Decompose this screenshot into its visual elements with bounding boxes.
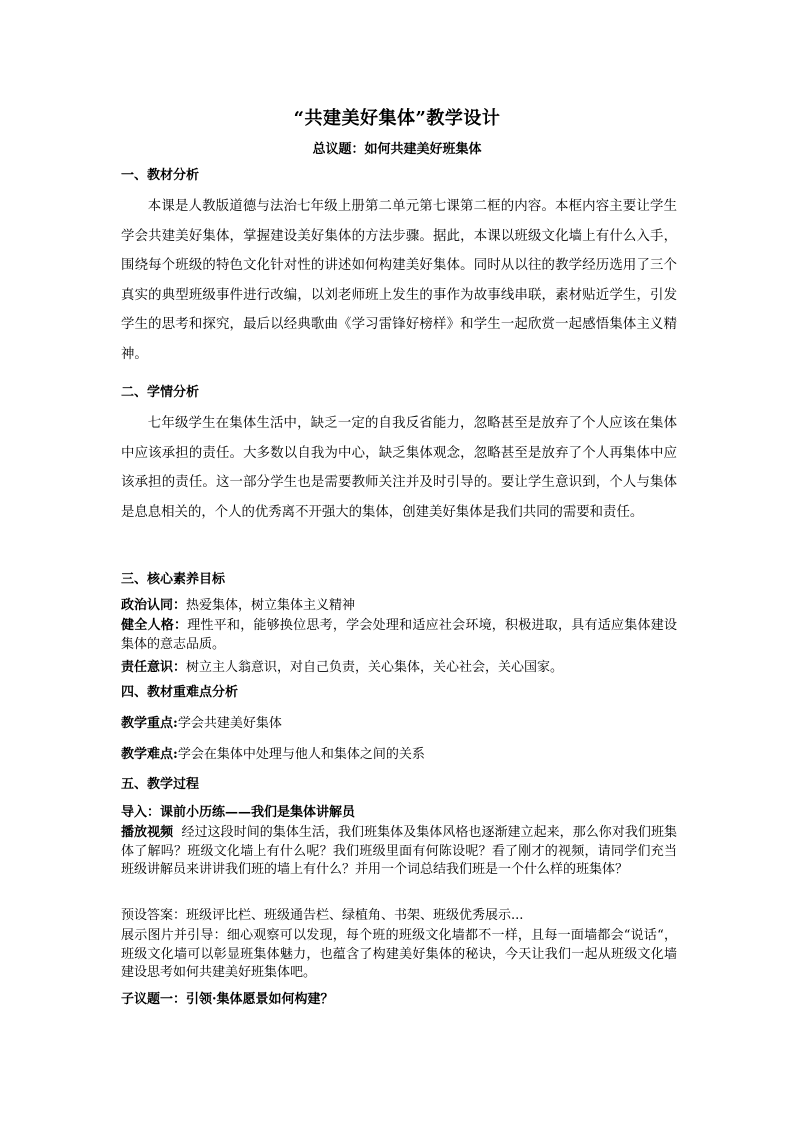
goal-label: 责任意识： bbox=[121, 660, 187, 675]
guide-paragraph: 展示图片并引导：细心观察可以发现，每个班的班级文化墙都不一样，且每一面墙都会“说话“，班级文化墙可以彰显班集体魅力，也蕴含了构建美好集体的秘诀，今天让我们一起从班级文化墙建设思考如何共建美好班集体吧。 bbox=[121, 928, 677, 981]
goal-sound-personality bbox=[121, 617, 677, 654]
document-title: “共建美好集体”教学设计 bbox=[293, 108, 501, 129]
document-subtitle: 总议题：如何共建美好班集体 bbox=[312, 142, 482, 157]
goal-label: 政治认同： bbox=[121, 598, 187, 613]
lesson-intro: 导入：课前小历练——我们是集体讲解员 bbox=[121, 805, 356, 820]
section-heading-teaching-process: 五、教学过程 bbox=[121, 777, 200, 792]
goal-label: 健全人格： bbox=[121, 618, 188, 633]
preset-answer-paragraph: 预设答案：班级评比栏、班级通告栏、绿植角、书架、班级优秀展示... bbox=[121, 908, 524, 923]
goal-political-identity bbox=[121, 597, 677, 616]
student-analysis-paragraph: 七年级学生在集体生活中，缺乏一定的自我反省能力，忽略甚至是放弃了个人应该在集体中应该承担的责任。大多数以自我为中心，缺乏集体观念，忽略甚至是放弃了个人再集体中应该承担的责任。这一部分学生也是需要教师关注并及时引导的。要让学生意识到，个人与集体是息息相关的，个人的优秀离不开强大的集体，创建美好集体是我们共同的需要和责任。 bbox=[121, 416, 677, 520]
goal-text: 理性平和，能够换位思考，学会处理和适应社会环境，积极进取，具有适应集体建设集体的意志品质。 bbox=[121, 618, 677, 652]
key-point-text: 学会共建美好集体 bbox=[177, 716, 282, 731]
goal-text: 热爱集体，树立集体主义精神 bbox=[186, 598, 356, 613]
section-heading-student-analysis: 二、学情分析 bbox=[121, 385, 200, 400]
section-heading-textbook-analysis: 一、教材分析 bbox=[121, 168, 200, 183]
teaching-key-point bbox=[121, 715, 677, 734]
section-heading-key-difficult-points: 四、教材重难点分析 bbox=[121, 685, 239, 700]
video-activity-paragraph bbox=[121, 824, 677, 880]
section-heading-core-goals: 三、核心素养目标 bbox=[121, 572, 226, 587]
goal-text: 树立主人翁意识，对自己负责，关心集体，关心社会，关心国家。 bbox=[186, 660, 564, 675]
textbook-analysis-paragraph: 本课是人教版道德与法治七年级上册第二单元第七课第二框的内容。本框内容主要让学生学会共建美好集体，掌握建设美好集体的方法步骤。据此，本课以班级文化墙上有什么入手，围绕每个班级的特色文化针对性的讲述如何构建美好集体。同时从以往的教学经历选用了三个真实的典型班级事件进行改编，以刘老师班上发生的事作为故事线串联，素材贴近学生，引发学生的思考和探究，最后以经典歌曲《学习雷锋好榜样》和学生一起欣赏一起感悟集体主义精神。 bbox=[121, 199, 677, 362]
video-text: 经过这段时间的集体生活，我们班集体及集体风格也逐渐建立起来，那么你对我们班集体了解吗？班级文化墙上有什么呢？我们班级里面有何陈设呢？看了刚才的视频，请同学们充当班级讲解员来讲讲我们班的墙上有什么？并用一个词总结我们班是一个什么样的班集体？ bbox=[121, 825, 677, 878]
teaching-difficult-point bbox=[121, 746, 677, 765]
difficult-point-label: 教学难点: bbox=[121, 747, 178, 762]
video-label: 播放视频 bbox=[121, 825, 174, 840]
sub-topic-one: 子议题一：引领·集体愿景如何构建？ bbox=[121, 992, 334, 1007]
goal-responsibility bbox=[121, 659, 677, 678]
key-point-label: 教学重点: bbox=[121, 716, 178, 731]
difficult-point-text: 学会在集体中处理与他人和集体之间的关系 bbox=[177, 747, 425, 762]
